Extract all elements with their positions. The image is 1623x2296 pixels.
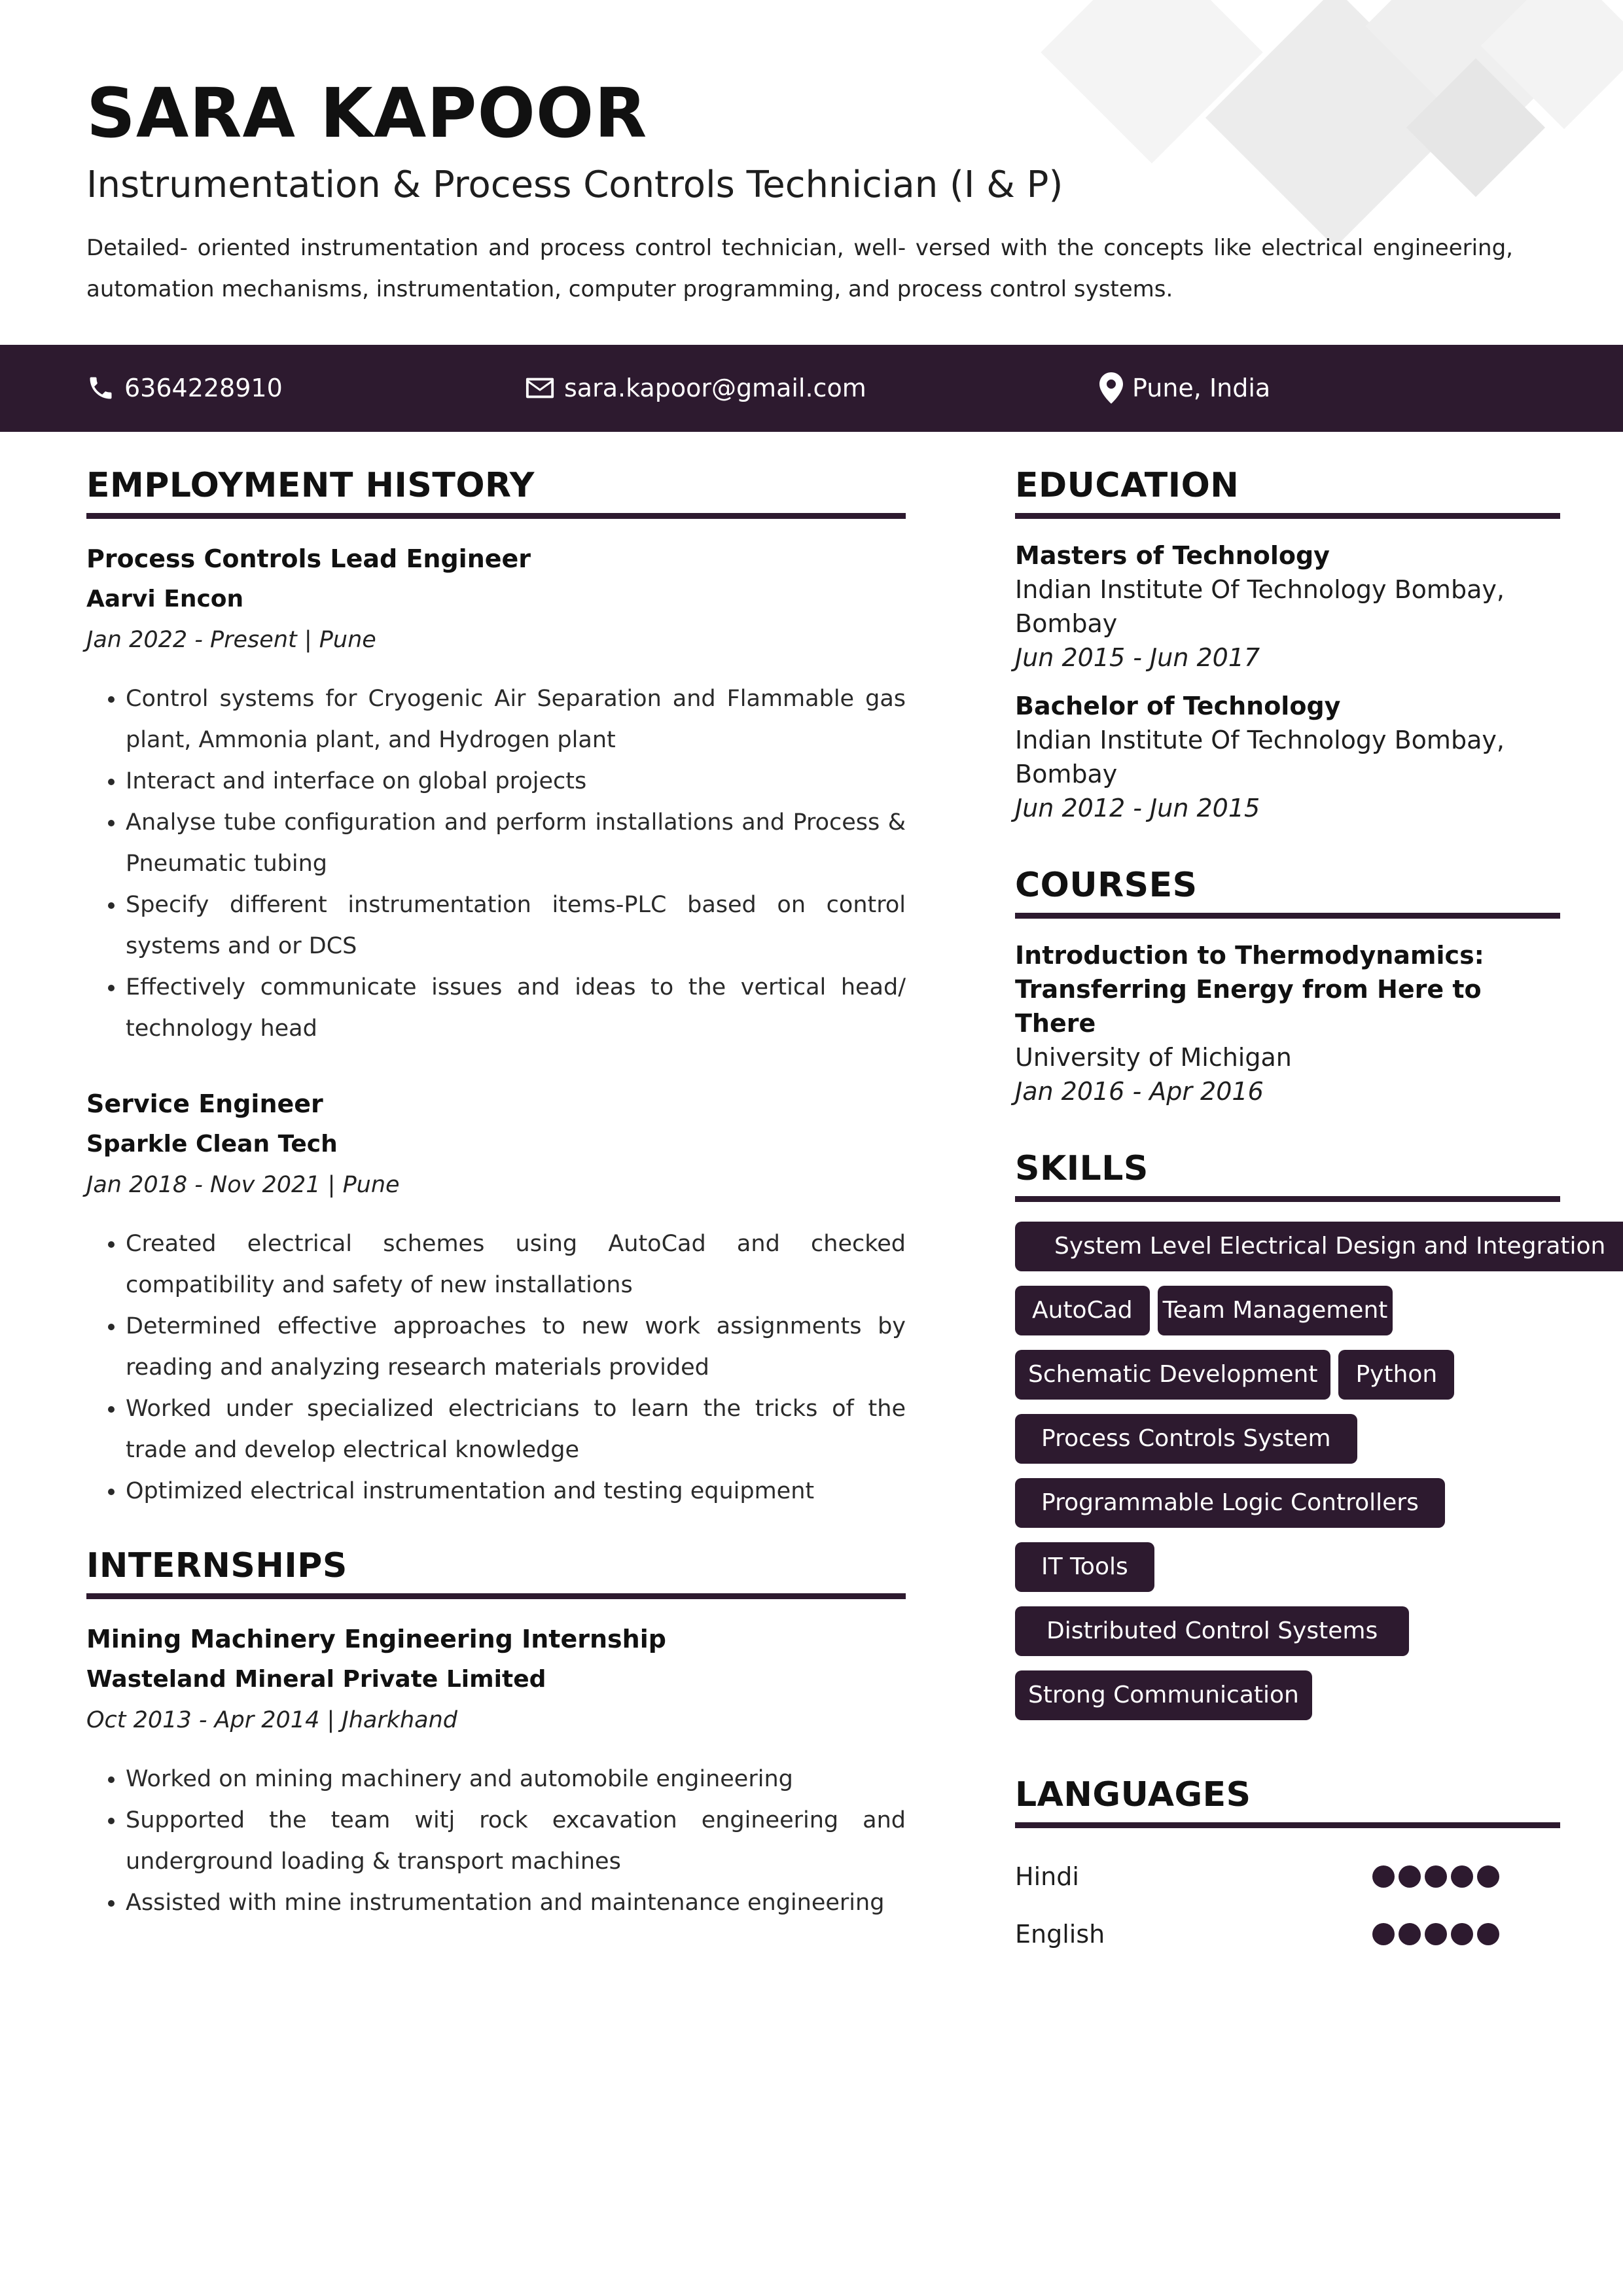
skill-tag: Python [1338,1350,1454,1400]
level-dot [1451,1865,1473,1888]
job-bullet: • Control systems for Cryogenic Air Separation and Flammable gas plant, Ammonia plant, and Hydrogen plant [126,679,906,761]
skills-list [1015,1222,1617,1735]
contact-email[interactable] [525,368,866,408]
employment-heading: EMPLOYMENT HISTORY [86,466,906,519]
job-bullet: • Analyse tube configuration and perform installations and Process & Pneumatic tubing [126,802,906,885]
job-dates: Oct 2013 - Apr 2014 | Jharkhand [86,1707,458,1733]
job-title: Service Engineer [86,1089,323,1118]
education-list [1015,539,1560,825]
level-dot [1477,1923,1499,1945]
language-row [1015,1905,1499,1963]
level-dot [1399,1865,1421,1888]
skill-tag: AutoCad [1015,1286,1150,1335]
skill-tag: IT Tools [1015,1542,1154,1592]
job-bullet: • Worked under specialized electricians to learn the tricks of the trade and develop electrical knowledge [126,1388,906,1471]
skills-heading: SKILLS [1015,1149,1560,1202]
level-dot [1372,1865,1395,1888]
job-title: Process Controls Lead Engineer [86,544,531,573]
courses-list [1015,938,1560,1108]
job-company: Wasteland Mineral Private Limited [86,1666,546,1693]
map-pin-icon [1099,372,1123,404]
education-dates: Jun 2012 - Jun 2015 [1015,794,1260,822]
course-title: Introduction to Thermodynamics: Transferring Energy from Here to There [1015,941,1484,1038]
skill-tag: Distributed Control Systems [1015,1606,1409,1656]
job-bullet: • Created electrical schemes using AutoCad and checked compatibility and safety of new installations [126,1224,906,1306]
candidate-title: Instrumentation & Process Controls Technician (I & P) [86,164,1063,206]
job-title: Mining Machinery Engineering Internship [86,1625,666,1653]
internships-heading: INTERNSHIPS [86,1546,906,1599]
job-bullet: • Effectively communicate issues and ideas to the vertical head/ technology head [126,967,906,1050]
level-dot [1425,1923,1447,1945]
internship-list [86,1619,906,1924]
candidate-name: SARA KAPOOR [86,73,648,153]
education-school: Indian Institute Of Technology Bombay, Bombay [1015,575,1505,638]
job-bullet: • Supported the team witj rock excavation engineering and underground loading & transport machines [126,1800,906,1882]
courses-heading: COURSES [1015,866,1560,919]
employment-section [86,466,906,1512]
education-entry [1015,539,1560,675]
employment-list [86,539,906,1512]
job-entry [86,1084,906,1512]
job-company: Aarvi Encon [86,586,244,612]
skills-section [1015,1149,1606,1735]
skill-tag: Schematic Development [1015,1350,1330,1400]
job-bullet: • Worked on mining machinery and automobile engineering [126,1759,906,1800]
phone-icon [86,374,115,402]
language-name: English [1015,1920,1105,1949]
job-bullets [86,1224,906,1512]
languages-list [1015,1848,1560,1963]
profile-summary: Detailed- oriented instrumentation and process control technician, well- versed with the concepts like electrical engineering, automation mechanisms, instrumentation, computer programming, and process control systems. [86,235,1513,302]
email-text: sara.kapoor@gmail.com [564,374,866,402]
level-dot [1425,1865,1447,1888]
education-heading: EDUCATION [1015,466,1560,519]
contact-location [1099,368,1270,408]
left-column [86,466,906,1958]
education-dates: Jun 2015 - Jun 2017 [1015,643,1260,672]
job-dates: Jan 2022 - Present | Pune [86,627,376,653]
education-entry [1015,689,1560,825]
location-text: Pune, India [1132,374,1271,402]
education-degree: Bachelor of Technology [1015,692,1341,720]
skill-tag: Team Management [1158,1286,1393,1335]
contact-bar [0,345,1623,432]
job-bullet: • Determined effective approaches to new work assignments by reading and analyzing research materials provided [126,1306,906,1388]
job-bullet: • Interact and interface on global projects [126,761,906,802]
phone-text: 6364228910 [124,374,283,402]
language-row [1015,1848,1499,1905]
job-entry [86,1619,906,1924]
language-level-dots [1368,1923,1499,1945]
skill-tag: Process Controls System [1015,1414,1357,1464]
contact-phone[interactable] [86,368,283,408]
language-name: Hindi [1015,1862,1079,1891]
language-level-dots [1368,1865,1499,1888]
level-dot [1451,1923,1473,1945]
level-dot [1399,1923,1421,1945]
course-dates: Jan 2016 - Apr 2016 [1015,1077,1264,1106]
job-bullets [86,679,906,1050]
courses-section [1015,866,1560,1108]
skill-tag: Strong Communication [1015,1670,1312,1720]
job-bullet: • Assisted with mine instrumentation and maintenance engineering [126,1882,906,1924]
level-dot [1372,1923,1395,1945]
internships-section [86,1546,906,1924]
course-entry [1015,938,1560,1108]
job-dates: Jan 2018 - Nov 2021 | Pune [86,1172,400,1198]
level-dot [1477,1865,1499,1888]
skill-tag: Programmable Logic Controllers [1015,1478,1445,1528]
job-bullet: • Optimized electrical instrumentation and testing equipment [126,1471,906,1512]
job-bullet: • Specify different instrumentation items-PLC based on control systems and or DCS [126,885,906,967]
job-bullets [86,1759,906,1924]
languages-section [1015,1775,1560,1963]
languages-heading: LANGUAGES [1015,1775,1560,1828]
education-section [1015,466,1560,825]
skill-tag: System Level Electrical Design and Integration [1015,1222,1623,1271]
course-school: University of Michigan [1015,1043,1292,1072]
education-degree: Masters of Technology [1015,541,1330,570]
right-column [1015,466,1606,2004]
job-company: Sparkle Clean Tech [86,1131,338,1157]
job-entry [86,539,906,1050]
education-school: Indian Institute Of Technology Bombay, Bombay [1015,726,1505,788]
envelope-icon [525,375,555,401]
